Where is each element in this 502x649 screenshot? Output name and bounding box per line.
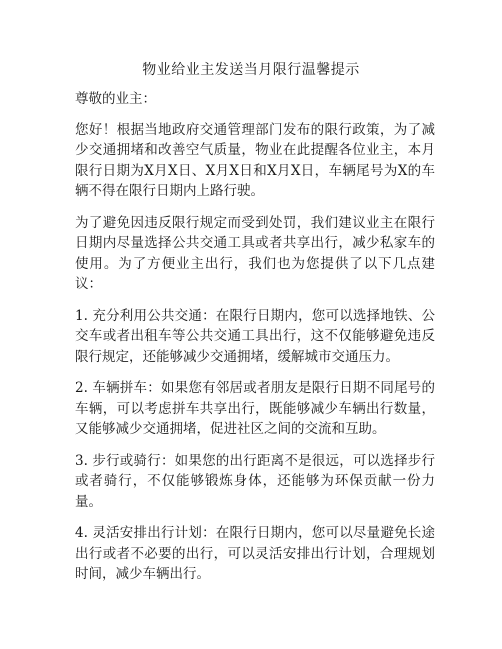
paragraph-advice: 为了避免因违反限行规定而受到处罚，我们建议业主在限行日期内尽量选择公共交通工具或者共享出行，减少私家车的使用。为了方便业主出行，我们也为您提供了以下几点建议： — [75, 214, 435, 292]
paragraph-intro: 您好！根据当地政府交通管理部门发布的限行政策，为了减少交通拥堵和改善空气质量，物业在此提醒各位业主，本月限行日期为X月X日、X月X日和X月X日，车辆尾号为X的车辆不得在限行日期内上路行驶。 — [75, 121, 435, 199]
document-body — [75, 89, 435, 596]
paragraph-tip-public-transport: 1. 充分利用公共交通：在限行日期内，您可以选择地铁、公交车或者出租车等公共交通工具出行，这不仅能够避免违反限行规定，还能够减少交通拥堵，缓解城市交通压力。 — [75, 307, 435, 365]
paragraph-tip-plan: 4. 灵活安排出行计划：在限行日期内，您可以尽量避免长途出行或者不必要的出行，可以灵活安排出行计划，合理规划时间，减少车辆出行。 — [75, 525, 435, 582]
paragraph-tip-carpool: 2. 车辆拼车：如果您有邻居或者朋友是限行日期不同尾号的车辆，可以考虑拼车共享出行，既能够减少车辆出行数量，又能够减少交通拥堵，促进社区之间的交流和互助。 — [75, 380, 435, 437]
document-title: 物业给业主发送当月限行温馨提示 — [142, 62, 360, 78]
paragraph-tip-walk-bike: 3. 步行或骑行：如果您的出行距离不是很远，可以选择步行或者骑行，不仅能够锻炼身体，还能够为环保贡献一份力量。 — [75, 452, 435, 510]
greeting: 尊敬的业主： — [75, 91, 156, 107]
